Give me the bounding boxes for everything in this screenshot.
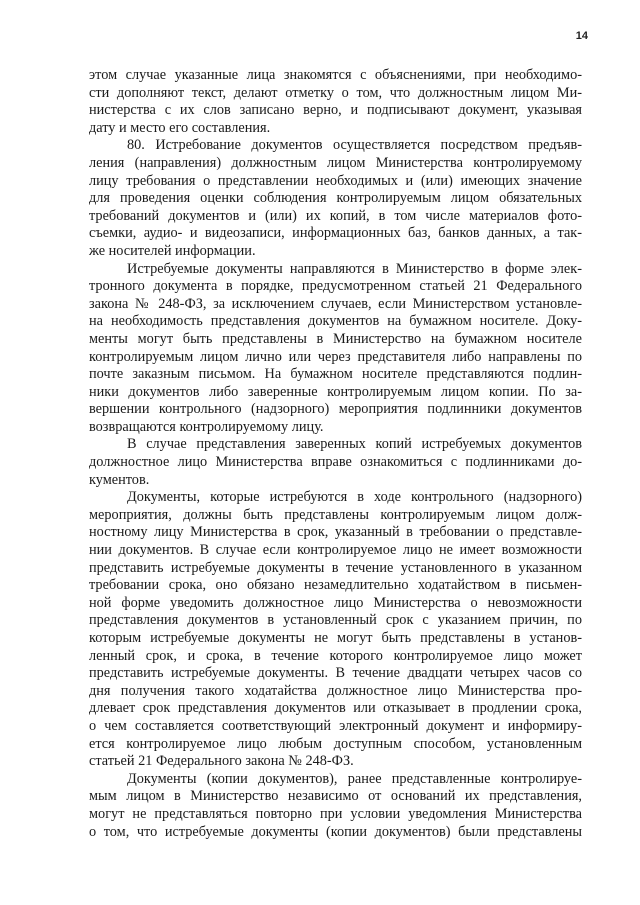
document-body [89,67,582,841]
paragraph [89,771,582,841]
text-line: должностное лицо Министерства вправе ознакомиться с подлинниками до- [89,454,582,471]
text-line: длевает срок представления документов или отказывает в продлении срока, [89,700,582,717]
text-line: закона № 248-ФЗ, за исключением случаев, если Министерством установле- [89,295,582,312]
paragraph [89,261,582,437]
text-line: съемки, аудио- и видеозаписи, информационных баз, банков данных, а так- [89,225,582,242]
text-line: 80. Истребование документов осуществляется посредством предъяв- [127,137,582,154]
text-line: В случае представления заверенных копий истребуемых документов [127,436,582,453]
text-line: кументов. [89,471,150,488]
text-line: ники документов либо заверенные контролируемым лицом копии. По за- [89,383,582,400]
paragraph [89,489,582,771]
text-line: статьей 21 Федерального закона № 248-ФЗ. [89,753,354,770]
paragraph [89,67,582,137]
text-line: требовании срока, оно обязано незамедлительно ходатайством в письмен- [89,577,582,594]
text-line: для проведения оценки соблюдения контролируемым лицом обязательных [89,190,582,207]
page-number: 14 [575,30,588,42]
text-line: представить истребуемые документы. В течение двадцати четырех часов со [89,665,582,682]
text-line: на необходимость представления документов на бумажном носителе. Доку- [89,313,582,330]
text-line: Документы, которые истребуются в ходе контрольного (надзорного) [127,489,582,506]
text-line: требований документов и (или) их копий, в том числе материалов фото- [89,207,582,224]
text-line: же носителей информации. [89,242,256,259]
text-line: этом случае указанные лица знакомятся с объяснениями, при необходимо- [89,67,582,83]
text-line: лицу требования о представлении необходимых и (или) имеющих значение [89,172,582,189]
text-line: ностному лицу Министерства в срок, указанный в требовании о представле- [89,524,582,541]
text-line: могут не представляться повторно при условии уведомления Министерства [89,805,582,822]
text-line: Документы (копии документов), ранее представленные контролируе- [127,770,582,787]
text-line: контролируемым лицом лично или через представителя либо направлены по [89,348,582,365]
text-line: дату и место его составления. [89,119,271,136]
text-line: ется контролируемое лицо любым доступным способом, установленным [89,735,582,752]
text-line: мым лицом в Министерство независимо от оснований их представления, [89,788,582,805]
text-line: вершении контрольного (надзорного) мероприятия подлинники документов [89,401,582,418]
paragraph [89,436,582,489]
text-line: тронного документа в порядке, предусмотренном статьей 21 Федерального [89,278,582,295]
text-line: нистерства с их слов записано верно, и подписывают документ, указывая [89,102,582,119]
text-line: о чем составляется соответствующий электронный документ и информиру- [89,717,582,734]
text-line: почте заказным письмом. На бумажном носителе представляются подлин- [89,366,582,383]
text-line: нии документов. В случае если контролируемое лицо не имеет возможности [89,542,582,559]
text-line: менты могут быть представлены в Министерство на бумажном носителе [89,330,582,347]
text-line: мероприятия, должны быть представлены контролируемым лицом долж- [89,506,582,523]
paragraph [89,137,582,260]
text-line: представить истребуемые документы в течение установленного в указанном [89,559,582,576]
text-line: представления документов в установленный срок с указанием причин, по [89,612,582,629]
text-line: которым истребуемые документы не могут быть представлены в установ- [89,630,582,646]
text-line: возвращаются контролируемому лицу. [89,418,324,435]
text-line: ленный срок, и срока, в течение которого контролируемое лицо может [89,647,582,664]
text-line: ной форме уведомить должностное лицо Министерства о невозможности [89,594,582,611]
text-line: сти дополняют текст, делают отметку о том, что должностным лицом Ми- [89,84,582,101]
text-line: Истребуемые документы направляются в Министерство в форме элек- [127,260,582,277]
text-line: ления (направления) должностным лицом Министерства контролируемому [89,154,582,171]
text-line: дня получения такого ходатайства должностное лицо Министерства про- [89,682,582,699]
text-line: о том, что истребуемые документы (копии документов) были представлены [89,823,582,840]
